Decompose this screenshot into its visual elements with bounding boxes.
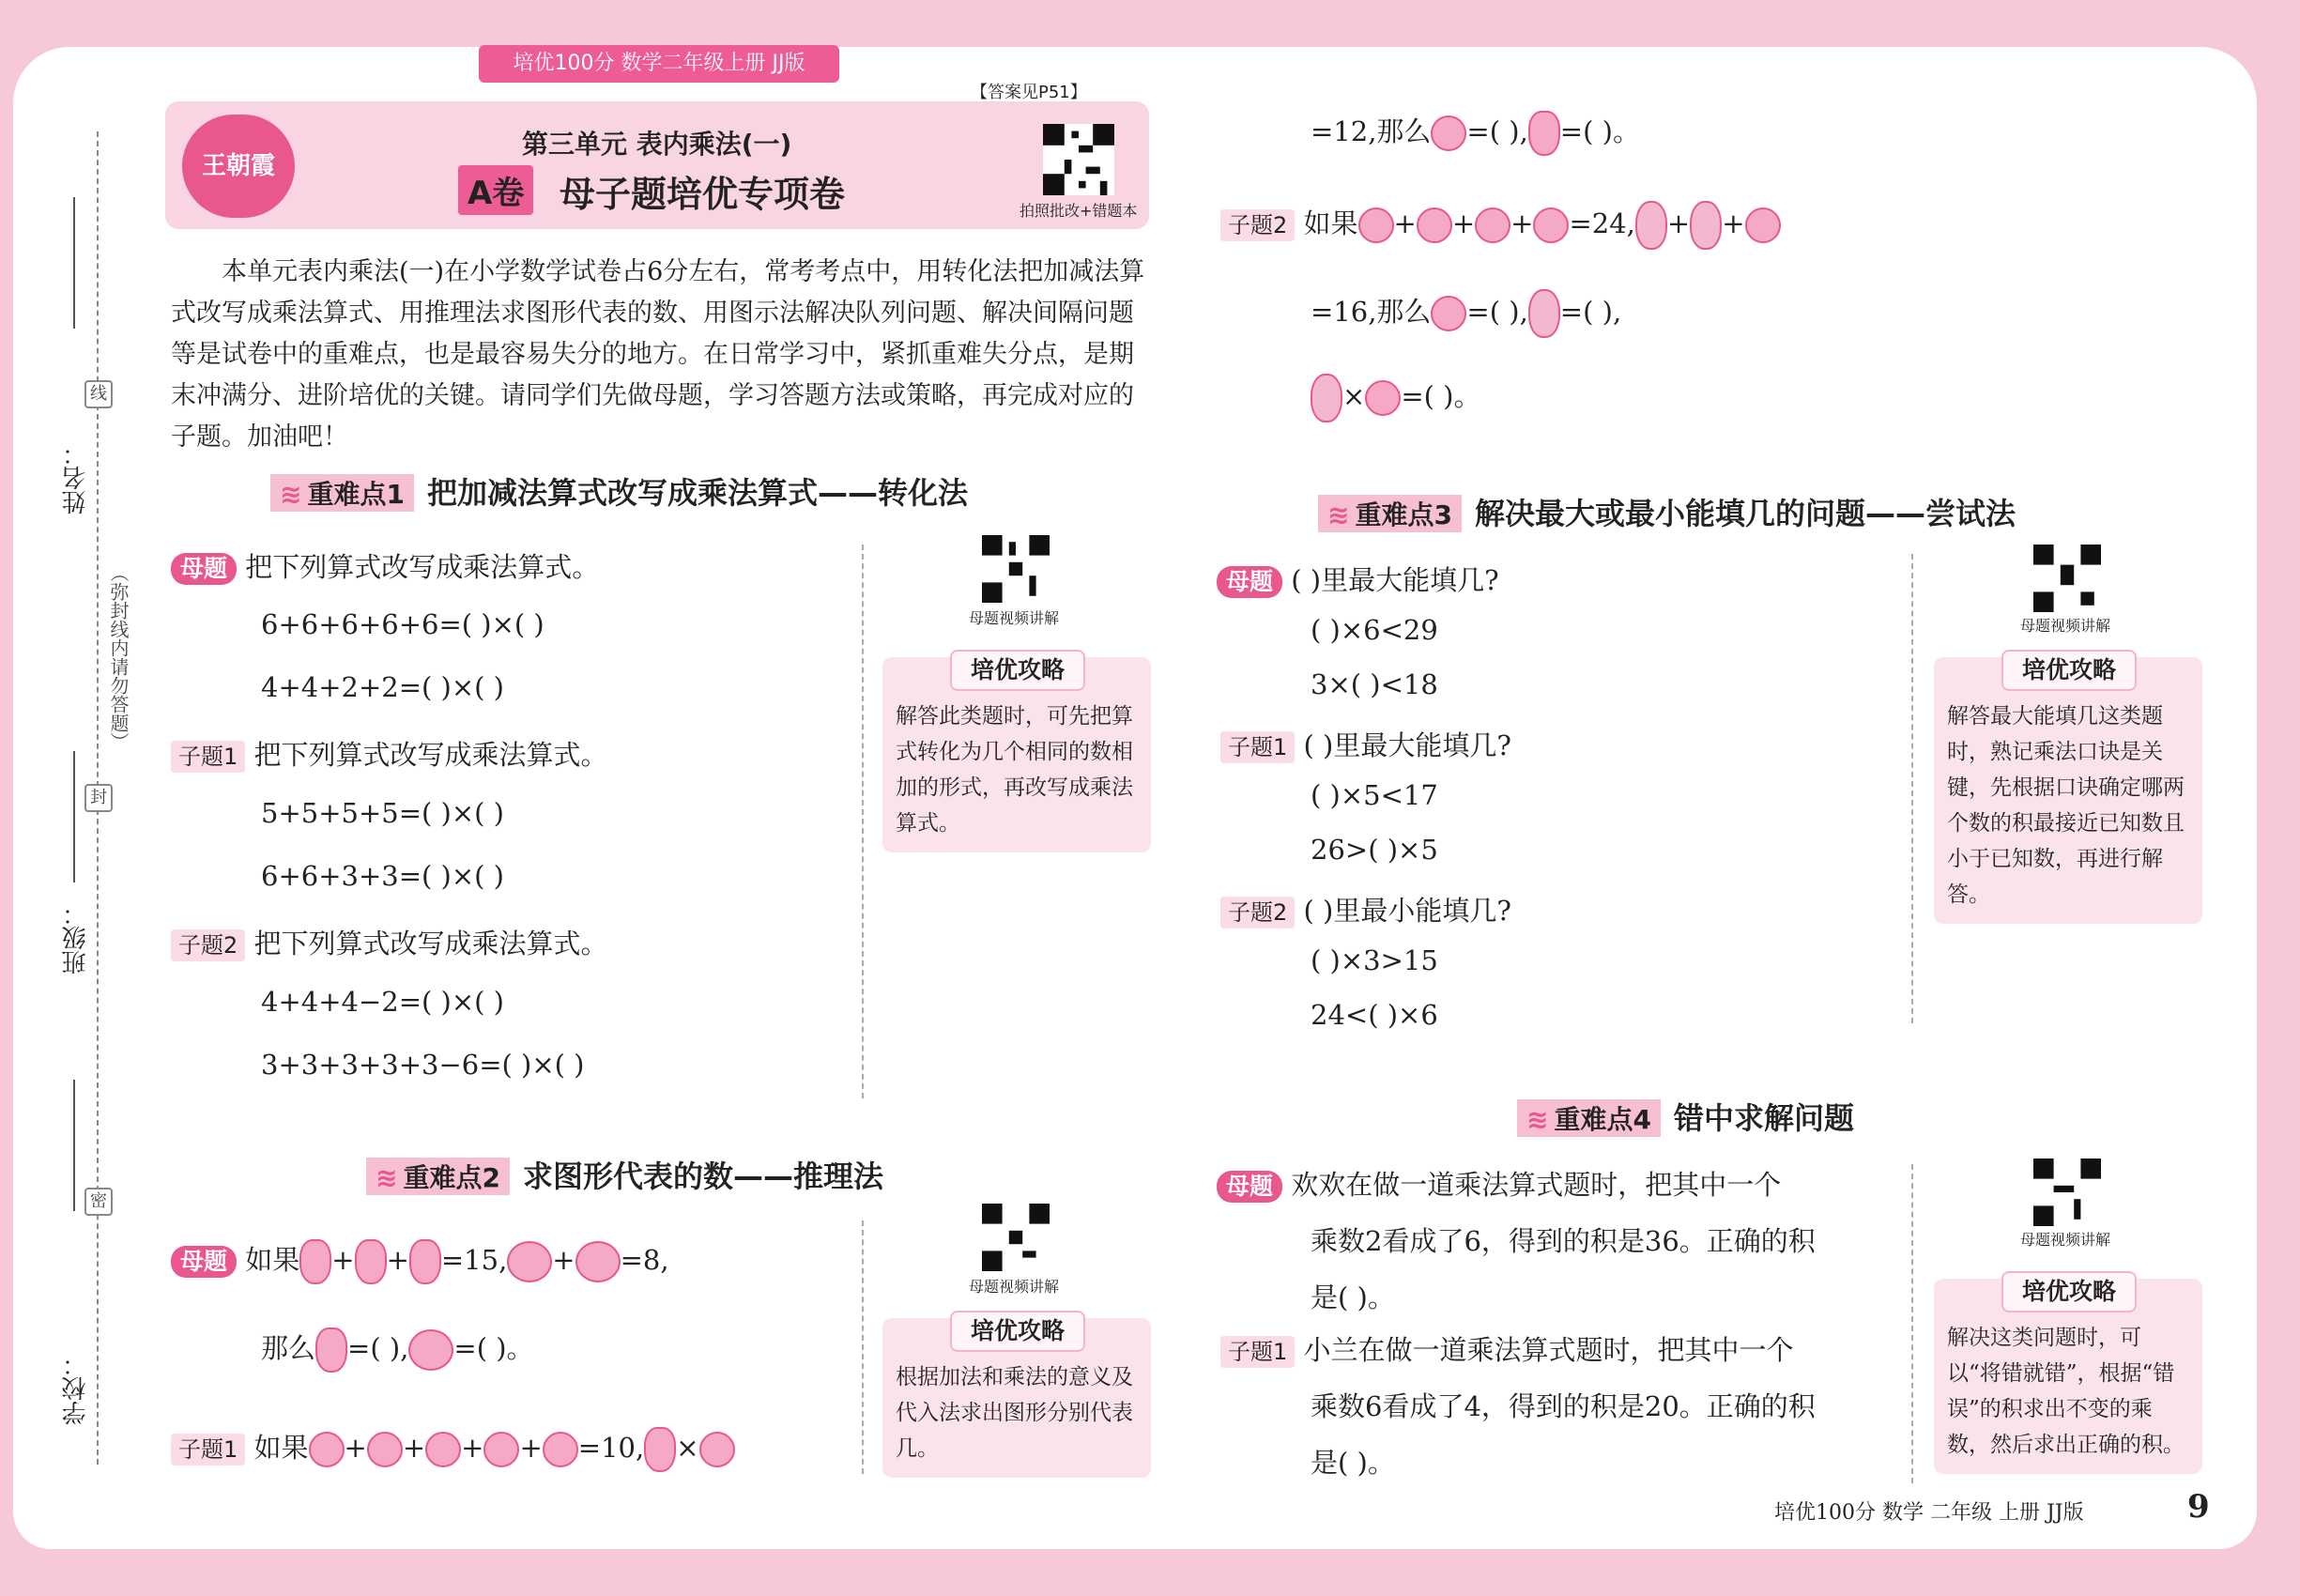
tips-title: 培优攻略 bbox=[2001, 650, 2137, 691]
section-2-tag: ≋ 重难点2 bbox=[366, 1158, 510, 1195]
s4-tips-box bbox=[1934, 1279, 2202, 1474]
wave-icon: ≋ bbox=[1327, 499, 1350, 530]
pear-icon bbox=[644, 1427, 676, 1472]
bind-mark-line: 线 bbox=[84, 380, 113, 408]
pumpkin-icon bbox=[408, 1329, 453, 1371]
s3-mother-line2[interactable]: 3×( )<18 bbox=[1311, 668, 1438, 700]
s4-mother-line2: 乘数2看成了6，得到的积是36。正确的积 bbox=[1311, 1225, 1816, 1257]
tomato-icon bbox=[1417, 207, 1452, 243]
tips-text: 解决这类问题时，可以“将错就错”，根据“错误”的积求出不变的乘数，然后求出正确的积。 bbox=[1947, 1326, 2185, 1457]
s3-sub1-line2[interactable]: 26>( )×5 bbox=[1311, 834, 1438, 866]
s3-mother-question: 母题 ( )里最大能填几? bbox=[1217, 560, 1499, 598]
s3-sub1-question: 子题1 ( )里最大能填几? bbox=[1220, 725, 1511, 763]
s1-mother-line2[interactable]: 4+4+2+2=( )×( ) bbox=[261, 671, 504, 703]
pear-icon bbox=[1528, 111, 1560, 156]
carrot-icon bbox=[409, 1239, 441, 1284]
tomato-icon bbox=[1533, 207, 1569, 243]
section-3-title: 解决最大或最小能填几的问题——尝试法 bbox=[1474, 496, 2016, 531]
peach-icon bbox=[1431, 115, 1466, 151]
binding-notice: （弥封线内请勿答题） bbox=[107, 563, 130, 751]
pineapple-icon bbox=[1311, 374, 1342, 422]
s4-sub1-line3[interactable]: 是( )。 bbox=[1311, 1447, 1395, 1479]
mother-pill: 母题 bbox=[1217, 1171, 1282, 1203]
s1-tips-box bbox=[882, 657, 1151, 852]
s4-divider bbox=[1911, 1164, 1913, 1483]
s3-mother-line1[interactable]: ( )×6<29 bbox=[1311, 614, 1438, 646]
carrot-icon bbox=[315, 1327, 347, 1373]
footer-text: 培优100分 数学 二年级 上册 JJ版 bbox=[1774, 1501, 2084, 1525]
title-card bbox=[165, 101, 1149, 229]
s3-sub2-line1[interactable]: ( )×3>15 bbox=[1311, 944, 1438, 976]
section-1-tag: ≋ 重难点1 bbox=[270, 474, 414, 512]
section-3-tag: ≋ 重难点3 bbox=[1318, 495, 1462, 532]
section-3-heading bbox=[1318, 490, 2016, 533]
pineapple-icon bbox=[1528, 289, 1560, 338]
class-underline bbox=[73, 751, 75, 882]
s2-sub1-line2[interactable]: =12,那么 =( ), =( )。 bbox=[1311, 111, 1640, 156]
brand-logo: 王朝霞 bbox=[182, 115, 295, 218]
qr-code-icon[interactable] bbox=[982, 1204, 1050, 1271]
juan-badge: A卷 bbox=[458, 165, 533, 215]
name-underline bbox=[73, 197, 75, 329]
section-2-heading bbox=[366, 1153, 883, 1196]
main-title: 母子题培优专项卷 bbox=[560, 174, 846, 215]
pumpkin-icon bbox=[507, 1241, 552, 1282]
s2-sub2-line1: 子题2 如果 + + + =24, + + bbox=[1220, 201, 1781, 250]
tips-text: 解答最大能填几这类题时，熟记乘法口诀是关键，先根据口诀确定哪两个数的积最接近已知数且小于已知数，再进行解答。 bbox=[1947, 704, 2185, 907]
wave-icon: ≋ bbox=[280, 479, 302, 510]
tomato-icon bbox=[1358, 207, 1394, 243]
wave-icon: ≋ bbox=[376, 1162, 398, 1193]
qr-caption: 母题视频讲解 bbox=[969, 609, 1060, 627]
s1-sub2-line2[interactable]: 3+3+3+3+3−6=( )×( ) bbox=[261, 1049, 585, 1081]
section-4-heading bbox=[1517, 1095, 1854, 1138]
peach-icon bbox=[367, 1432, 403, 1467]
s4-sub1-line1: 子题1 小兰在做一道乘法算式题时，把其中一个 bbox=[1220, 1329, 1794, 1368]
header-tab: 培优100分 数学二年级上册 JJ版 bbox=[479, 45, 839, 83]
s2-tips-box bbox=[882, 1318, 1151, 1478]
section-4-tag: ≋ 重难点4 bbox=[1517, 1099, 1661, 1137]
mother-pill: 母题 bbox=[1217, 566, 1282, 598]
s2-divider bbox=[862, 1220, 864, 1474]
qr-caption: 拍照批改+错题本 bbox=[1020, 202, 1138, 220]
qr-caption: 母题视频讲解 bbox=[969, 1278, 1060, 1296]
s2-mother-line2[interactable]: 那么 =( ), =( )。 bbox=[261, 1327, 534, 1373]
section-4-title: 错中求解问题 bbox=[1673, 1100, 1854, 1136]
tomato-icon bbox=[1745, 207, 1781, 243]
sub-label: 子题1 bbox=[1220, 731, 1295, 763]
s4-mother-line1: 母题 欢欢在做一道乘法算式题时，把其中一个 bbox=[1217, 1164, 1781, 1203]
s1-sub2-line1[interactable]: 4+4+4−2=( )×( ) bbox=[261, 986, 504, 1018]
tips-title: 培优攻略 bbox=[950, 1311, 1085, 1352]
tomato-icon bbox=[1365, 380, 1401, 416]
answer-reference: 【答案见P51】 bbox=[971, 83, 1087, 102]
s1-mother-line1[interactable]: 6+6+6+6+6=( )×( ) bbox=[261, 608, 544, 640]
s1-sub1-question: 子题1 把下列算式改写成乘法算式。 bbox=[171, 734, 608, 773]
tips-title: 培优攻略 bbox=[950, 650, 1085, 691]
s1-sub1-line2[interactable]: 6+6+3+3=( )×( ) bbox=[261, 860, 504, 892]
mother-pill: 母题 bbox=[171, 1246, 237, 1278]
bind-mark-seal: 封 bbox=[84, 784, 113, 812]
sub-label: 子题1 bbox=[171, 1434, 245, 1466]
sub-label: 子题2 bbox=[1220, 897, 1295, 928]
tips-text: 根据加法和乘法的意义及代入法求出图形分别代表几。 bbox=[896, 1365, 1133, 1461]
intro-paragraph: 本单元表内乘法(一)在小学数学试卷占6分左右，常考考点中，用转化法把加减法算式改写成乘法算式、用推理法求图形代表的数、用图示法解决队列问题、解决间隔问题等是试卷中的重难点，也是最容易失分的地方。在日常学习中，紧抓重难失分点，是期末冲满分、进阶培优的关键。请同学们先做母题，学习答题方法或策略，再完成对应的子题。加油吧！ bbox=[171, 257, 1145, 452]
s2-sub2-line3[interactable]: × =( )。 bbox=[1311, 374, 1480, 422]
tips-text: 解答此类题时，可先把算式转化为几个相同的数相加的形式，再改写成乘法算式。 bbox=[896, 704, 1133, 836]
qr-caption: 母题视频讲解 bbox=[2020, 1231, 2111, 1249]
unit-title: 第三单元 表内乘法(一) bbox=[522, 129, 792, 160]
pumpkin-icon bbox=[575, 1241, 621, 1282]
class-label: 班级： bbox=[62, 901, 90, 974]
s1-divider bbox=[862, 545, 864, 1098]
s2-sub1-line1: 子题1 如果 + + + + =10, × bbox=[171, 1427, 735, 1472]
peach-icon bbox=[543, 1432, 578, 1467]
s3-divider bbox=[1911, 554, 1913, 1023]
s3-sub2-question: 子题2 ( )里最小能填几? bbox=[1220, 890, 1511, 928]
s3-tips-box bbox=[1934, 657, 2202, 924]
tomato-icon bbox=[1431, 296, 1466, 331]
s2-sub2-line2[interactable]: =16,那么 =( ), =( ), bbox=[1311, 289, 1621, 338]
right-wave-border bbox=[2257, 0, 2300, 1596]
section-1-title: 把加减法算式改写成乘法算式——转化法 bbox=[426, 475, 968, 511]
pineapple-icon bbox=[1635, 201, 1667, 250]
s3-sub2-line2[interactable]: 24<( )×6 bbox=[1311, 999, 1438, 1031]
s4-mother-line3[interactable]: 是( )。 bbox=[1311, 1281, 1395, 1313]
page-number: 9 bbox=[2187, 1488, 2210, 1526]
section-1-heading bbox=[270, 469, 968, 513]
s1-mother-question: 母题 把下列算式改写成乘法算式。 bbox=[171, 546, 599, 585]
qr-code-icon[interactable] bbox=[2033, 1159, 2101, 1226]
s3-sub1-line1[interactable]: ( )×5<17 bbox=[1311, 779, 1438, 811]
name-label: 姓名： bbox=[62, 441, 90, 514]
s2-mother-line1: 母题 如果 + + =15, + =8, bbox=[171, 1239, 669, 1284]
left-border bbox=[0, 0, 13, 1596]
bind-mark-secret: 密 bbox=[84, 1188, 113, 1216]
s4-sub1-line2: 乘数6看成了4，得到的积是20。正确的积 bbox=[1311, 1390, 1816, 1422]
pineapple-icon bbox=[1690, 201, 1722, 250]
school-underline bbox=[73, 1080, 75, 1211]
carrot-icon bbox=[355, 1239, 387, 1284]
qr-code-icon[interactable] bbox=[2033, 545, 2101, 612]
peach-icon bbox=[309, 1432, 345, 1467]
mother-pill: 母题 bbox=[171, 553, 237, 585]
tomato-icon bbox=[1475, 207, 1510, 243]
peach-icon bbox=[483, 1432, 519, 1467]
s1-sub2-question: 子题2 把下列算式改写成乘法算式。 bbox=[171, 923, 608, 961]
school-label: 学校： bbox=[62, 1352, 90, 1425]
peach-icon bbox=[425, 1432, 461, 1467]
wave-icon: ≋ bbox=[1526, 1104, 1549, 1135]
sub-label: 子题2 bbox=[171, 929, 245, 961]
qr-caption: 母题视频讲解 bbox=[2020, 617, 2111, 635]
sub-label: 子题1 bbox=[1220, 1336, 1295, 1368]
peach-icon bbox=[699, 1432, 735, 1467]
section-2-title: 求图形代表的数——推理法 bbox=[522, 1159, 883, 1194]
sub-label: 子题1 bbox=[171, 741, 245, 773]
qr-code-icon[interactable] bbox=[1043, 124, 1114, 195]
tips-title: 培优攻略 bbox=[2001, 1271, 2137, 1312]
s1-sub1-line1[interactable]: 5+5+5+5=( )×( ) bbox=[261, 797, 504, 829]
qr-code-icon[interactable] bbox=[982, 535, 1050, 603]
carrot-icon bbox=[299, 1239, 331, 1284]
sub-label: 子题2 bbox=[1220, 209, 1295, 241]
